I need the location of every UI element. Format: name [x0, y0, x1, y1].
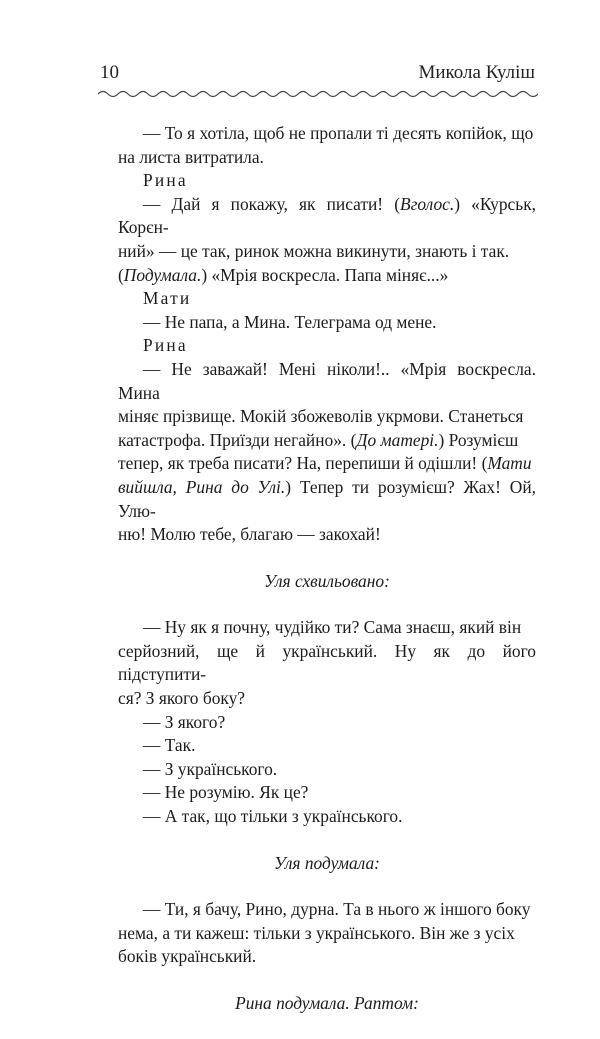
line: — Дай я покажу, як писати! (Вголос.) «Курськ, Корєн- — [118, 193, 536, 238]
line: на листа витратила. — [118, 146, 264, 167]
line: — Не розумію. Як це? — [143, 782, 309, 803]
running-header — [100, 62, 535, 84]
stage-direction: Уля схвильовано: — [264, 570, 390, 591]
wavy-rule-ornament — [98, 88, 538, 100]
page-number: 10 — [100, 62, 119, 83]
line: — Не папа, а Мина. Телеграма од мене. — [143, 311, 437, 332]
body-text — [118, 122, 536, 1039]
line: тепер, як треба писати? На, перепиши й одішли! (Мати — [118, 453, 532, 474]
line: — А так, що тільки з українського. — [143, 806, 403, 827]
line: (Подумала.) «Мрія воскресла. Папа міняє...» — [118, 264, 449, 285]
line: вийшла, Рина до Улі.) Тепер ти розумієш? Жах! Ой, Улю- — [118, 476, 536, 521]
line: ся? З якого боку? — [118, 688, 246, 709]
line: нема, а ти кажеш: тільки з українського. Він же з усіх — [118, 922, 515, 943]
line: катастрофа. Приїзди негайно». (До матері.) Розумієш — [118, 429, 519, 450]
speaker-ryna: Рина — [143, 335, 188, 356]
line: ний» — це так, ринок можна викинути, знають і так. — [118, 240, 510, 261]
line: міняє прізвище. Мокій збожеволів укрмови. Станеться — [118, 406, 524, 427]
line: — Не заважай! Мені ніколи!.. «Мрія воскресла. Мина — [118, 358, 536, 403]
stage-direction: Рина подумала. Раптом: — [235, 993, 419, 1013]
line: — Ти, я бачу, Рино, дурна. Та в нього ж іншого боку — [143, 899, 531, 920]
line: боків український. — [118, 946, 257, 967]
line: — Так. — [143, 735, 196, 756]
speaker-maty: Мати — [143, 288, 192, 309]
line: — То я хотіла, щоб не пропали ті десять копійок, що — [143, 123, 534, 143]
speaker-ryna: Рина — [143, 170, 188, 191]
author-name: Микола Куліш — [418, 62, 535, 83]
line: серйозний, ще й український. Ну як до його підступити- — [118, 640, 536, 685]
stage-direction: Уля подумала: — [274, 852, 380, 873]
line: — З українського. — [143, 758, 278, 779]
line: — З якого? — [143, 711, 226, 732]
line: — Ну як я почну, чудійко ти? Сама знаєш, який він — [143, 617, 522, 638]
line: ню! Молю тебе, благаю — закохай! — [118, 524, 381, 545]
